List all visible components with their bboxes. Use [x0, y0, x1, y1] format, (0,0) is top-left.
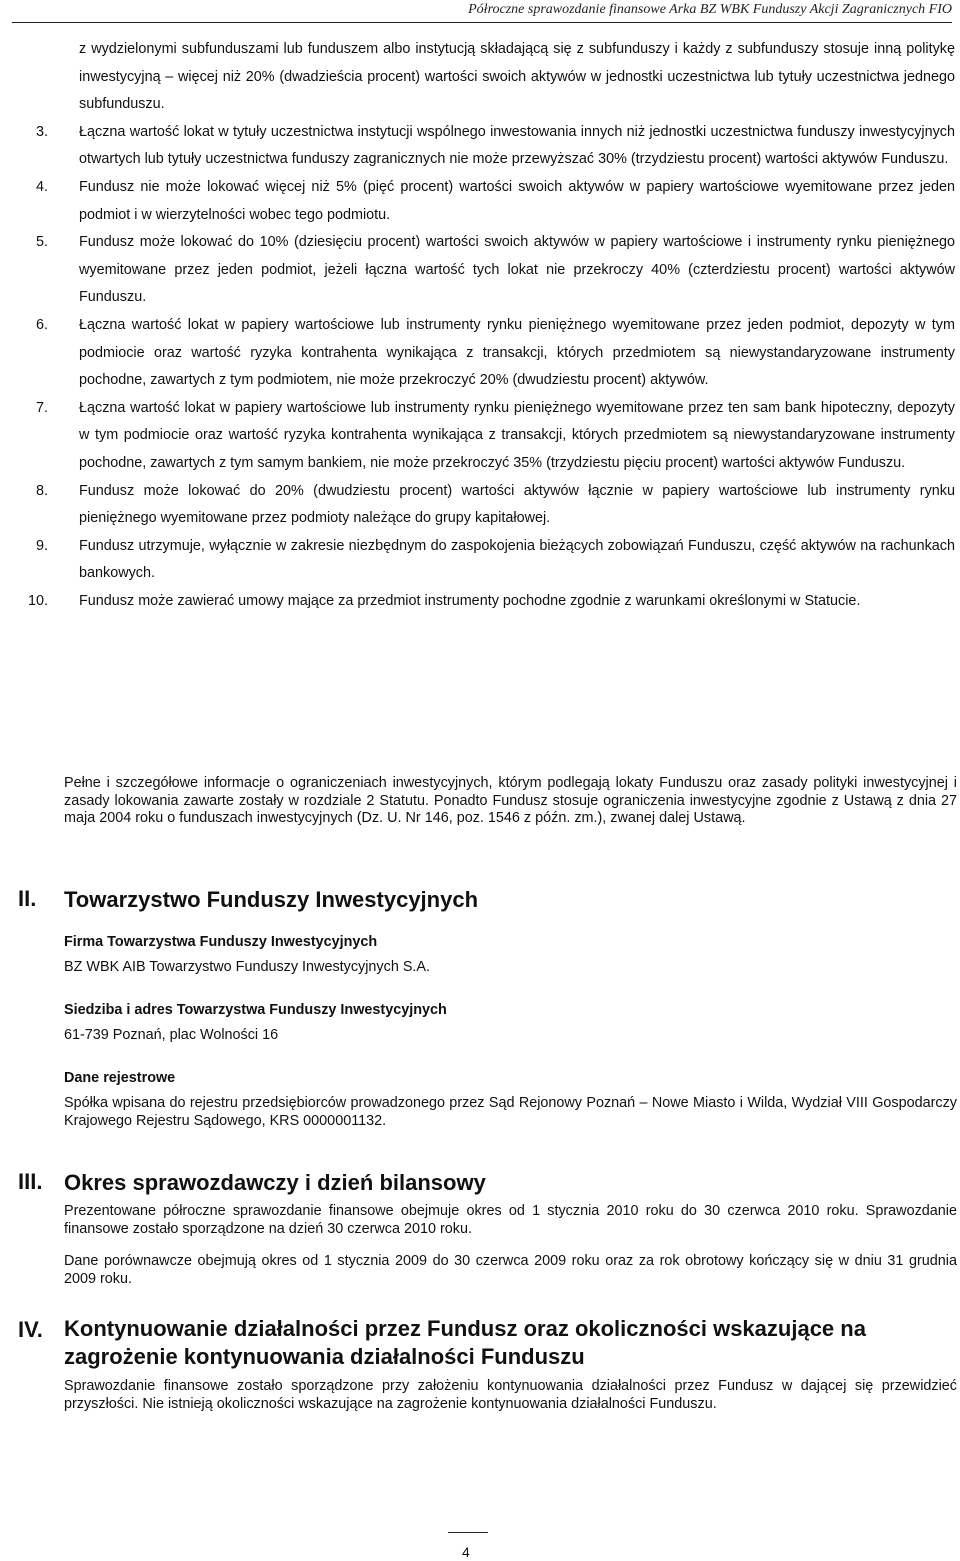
page-header: Półroczne sprawozdanie finansowe Arka BZ WBK Funduszy Akcji Zagranicznych FIO: [12, 0, 952, 23]
list-item-number: 7.: [36, 399, 49, 416]
list-item-text: z wydzielonymi subfunduszami lub funduszem albo instytucją składającą się z subfunduszy i każdy z subfunduszy stosuje inną politykę inwestycyjną – więcej niż 20% (dwadzieścia procent) wartości swoich aktywów w jednostki uczestnictwa lub tytuły uczestnictwa jednego subfunduszu.: [79, 41, 955, 113]
list-item-text: Fundusz może lokować do 10% (dziesięciu procent) wartości swoich aktywów w papiery wartościowe i instrumenty rynku pieniężnego wyemitowane przez jeden podmiot, jeżeli łączna wartość tych lokat nie przekroczy 40% (czterdziestu procent) wartości aktywów Funduszu.: [79, 234, 955, 306]
list-item-number: 3.: [36, 123, 49, 140]
list-item: [0, 588, 960, 616]
page-number: 4: [462, 1544, 470, 1560]
full-info-paragraph: Pełne i szczegółowe informacje o ograniczeniach inwestycyjnych, którym podlegają lokaty Funduszu oraz zasady polityki inwestycyjnej i zasady lokowania zawarte zostały w rozdziale 2 Statutu. Ponadto Fundusz stosuje ograniczenia inwestycyjne zgodnie z Ustawą z dnia 27 maja 2004 roku o funduszach inwestycyjnych (Dz. U. Nr 146, poz. 1546 z późn. zm.), zwanej dalej Ustawą.: [64, 775, 957, 827]
list-item-text: Łączna wartość lokat w papiery wartościowe lub instrumenty rynku pieniężnego wyemitowane przez jeden podmiot, depozyty w tym podmiocie oraz wartość ryzyka kontrahenta wynikająca z transakcji, których przedmiotem są niewystandaryzowane instrumenty pochodne, zawartych z tym podmiotem, nie może przekroczyć 20% (dwudziestu procent) aktywów.: [79, 316, 955, 389]
list-item-number: 10.: [28, 592, 49, 609]
list-item: [0, 312, 960, 395]
list-item-number: 9.: [36, 537, 49, 554]
section-2-title: Towarzystwo Funduszy Inwestycyjnych: [64, 887, 479, 912]
list-item-text: Fundusz może zawierać umowy mające za przedmiot instrumenty pochodne zgodnie z warunkami określonymi w Statucie.: [79, 592, 861, 609]
list-item-number: 5.: [36, 234, 49, 251]
list-item: [0, 119, 960, 174]
reporting-period-paragraph: Prezentowane półroczne sprawozdanie finansowe obejmuje okres od 1 stycznia 2010 roku do 30 czerwca 2010 roku. Sprawozdanie finansowe zostało sporządzone na dzień 30 czerwca 2010 roku.: [64, 1203, 957, 1237]
section-2-number: II.: [18, 886, 37, 911]
list-item: [0, 174, 960, 229]
investment-limits-list: [0, 36, 960, 615]
list-item-number: 4.: [36, 178, 49, 195]
list-item: [0, 533, 960, 588]
list-item-continuation: [0, 36, 960, 119]
firm-label: Firma Towarzystwa Funduszy Inwestycyjnych: [64, 934, 378, 950]
registration-value: Spółka wpisana do rejestru przedsiębiorców prowadzonego przez Sąd Rejonowy Poznań – Nowe Miasto i Wilda, Wydział VIII Gospodarczy Krajowego Rejestru Sądowego, KRS 0000001132.: [64, 1095, 957, 1129]
list-item-text: Łączna wartość lokat w papiery wartościowe lub instrumenty rynku pieniężnego wyemitowane przez ten sam bank hipoteczny, depozyty w tym podmiocie oraz wartość ryzyka kontrahenta wynikająca z transakcji, których przedmiotem są niewystandaryzowane instrumenty pochodne, zawartych z tym samym bankiem, nie może przekroczyć 35% (trzydziestu pięciu procent) wartości aktywów Funduszu.: [79, 399, 955, 471]
seat-label: Siedziba i adres Towarzystwa Funduszy Inwestycyjnych: [64, 1002, 447, 1018]
section-4-number: IV.: [18, 1317, 43, 1342]
list-item: [0, 229, 960, 312]
list-item-number: 6.: [36, 316, 49, 333]
list-item-number: 8.: [36, 482, 49, 499]
list-item: [0, 395, 960, 478]
comparative-data-paragraph: Dane porównawcze obejmują okres od 1 stycznia 2009 do 30 czerwca 2009 roku oraz za rok obrotowy kończący się w dniu 31 grudnia 2009 roku.: [64, 1253, 957, 1287]
list-item-text: Fundusz może lokować do 20% (dwudziestu procent) wartości aktywów łącznie w papiery wartościowe lub instrumenty rynku pieniężnego wyemitowane przez podmioty należące do grupy kapitałowej.: [79, 482, 955, 527]
list-item: [0, 478, 960, 533]
registration-label: Dane rejestrowe: [64, 1070, 176, 1086]
section-4-title: Kontynuowanie działalności przez Fundusz oraz okoliczności wskazujące na zagrożenie kontynuowania działalności Funduszu: [64, 1316, 866, 1369]
list-item-text: Fundusz nie może lokować więcej niż 5% (pięć procent) wartości swoich aktywów w papiery wartościowe wyemitowane przez jeden podmiot i w wierzytelności wobec tego podmiotu.: [79, 178, 955, 223]
list-item-text: Fundusz utrzymuje, wyłącznie w zakresie niezbędnym do zaspokojenia bieżących zobowiązań Funduszu, część aktywów na rachunkach bankowych.: [79, 537, 955, 582]
footer-divider: [448, 1532, 488, 1533]
section-3-title: Okres sprawozdawczy i dzień bilansowy: [64, 1170, 486, 1195]
list-item-text: Łączna wartość lokat w tytuły uczestnictwa instytucji wspólnego inwestowania innych niż jednostki uczestnictwa funduszy inwestycyjnych otwartych lub tytuły uczestnictwa funduszy zagranicznych nie może przewyższać 30% (trzydziestu procent) wartości aktywów Funduszu.: [79, 123, 955, 168]
section-3-number: III.: [18, 1169, 43, 1194]
going-concern-paragraph: Sprawozdanie finansowe zostało sporządzone przy założeniu kontynuowania działalności przez Fundusz w dającej się przewidzieć przyszłości. Nie istnieją okoliczności wskazujące na zagrożenie kontynuowania działalności Funduszu.: [64, 1378, 957, 1412]
seat-value: 61-739 Poznań, plac Wolności 16: [64, 1027, 279, 1043]
firm-value: BZ WBK AIB Towarzystwo Funduszy Inwestycyjnych S.A.: [64, 959, 431, 975]
